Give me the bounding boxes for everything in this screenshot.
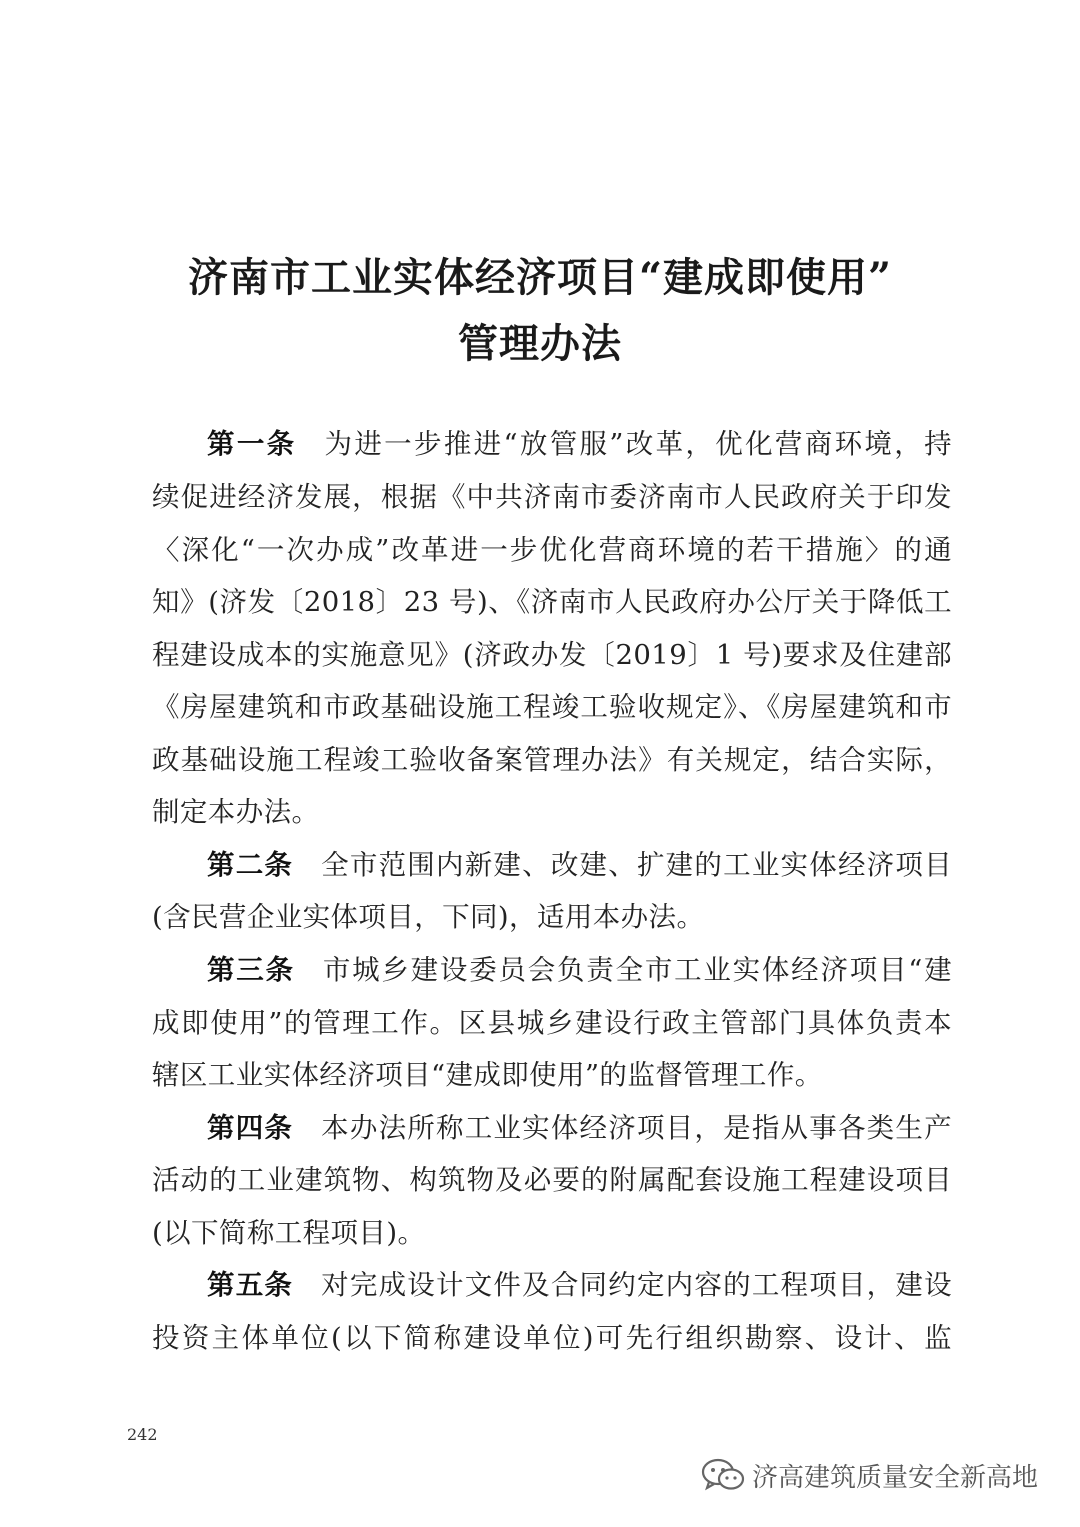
article-5-label: 第五条	[207, 1269, 294, 1301]
article-1-line-5: 程建设成本的实施意见》(济政办发〔2019〕1 号)要求及住建部	[152, 639, 952, 671]
article-2-line-2: (含民营企业实体项目，下同)，适用本办法。	[152, 901, 705, 933]
article-5-line-2: 投资主体单位(以下简称建设单位)可先行组织勘察、设计、监	[152, 1322, 952, 1354]
article-1-line-3: 〈深化“一次办成”改革进一步优化营商环境的若干措施〉的通	[152, 534, 952, 566]
document-title-line2: 管理办法	[458, 320, 622, 367]
wechat-icon	[700, 1457, 746, 1493]
article-3-label: 第三条	[207, 954, 295, 986]
page-number: 242	[127, 1425, 158, 1444]
article-1-line-8: 制定本办法。	[152, 796, 320, 828]
article-4-line-1: 第四条 本办法所称工业实体经济项目，是指从事各类生产	[207, 1112, 952, 1144]
article-4-line-3: (以下简称工程项目)。	[152, 1217, 426, 1249]
article-1-line-6: 《房屋建筑和市政基础设施工程竣工验收规定》、《房屋建筑和市	[152, 691, 952, 723]
article-3-line-1: 第三条 市城乡建设委员会负责全市工业实体经济项目“建	[207, 954, 953, 986]
watermark-text: 济高建筑质量安全新高地	[752, 1462, 1039, 1493]
article-4-label: 第四条	[207, 1112, 294, 1144]
document-title-line1: 济南市工业实体经济项目“建成即使用”	[187, 254, 892, 301]
article-1-line-2: 续促进经济发展，根据《中共济南市委济南市人民政府关于印发	[152, 481, 952, 513]
article-1-label: 第一条	[207, 428, 297, 460]
article-3-line-2: 成即使用”的管理工作。区县城乡建设行政主管部门具体负责本	[152, 1007, 952, 1039]
article-1-line-4: 知》(济发〔2018〕23 号)、《济南市人民政府办公厅关于降低工	[152, 586, 952, 618]
article-2-line-1: 第二条 全市范围内新建、改建、扩建的工业实体经济项目	[207, 849, 952, 881]
article-1-line-1: 第一条 为进一步推进“放管服”改革，优化营商环境，持	[207, 428, 952, 460]
article-5-line-1: 第五条 对完成设计文件及合同约定内容的工程项目，建设	[207, 1269, 952, 1301]
watermark	[700, 1450, 1038, 1500]
article-3-line-3: 辖区工业实体经济项目“建成即使用”的监督管理工作。	[152, 1059, 823, 1091]
article-2-label: 第二条	[207, 849, 294, 881]
article-1-line-7: 政基础设施工程竣工验收备案管理办法》有关规定，结合实际，	[152, 744, 952, 776]
article-4-line-2: 活动的工业建筑物、构筑物及必要的附属配套设施工程建设项目	[152, 1164, 952, 1196]
